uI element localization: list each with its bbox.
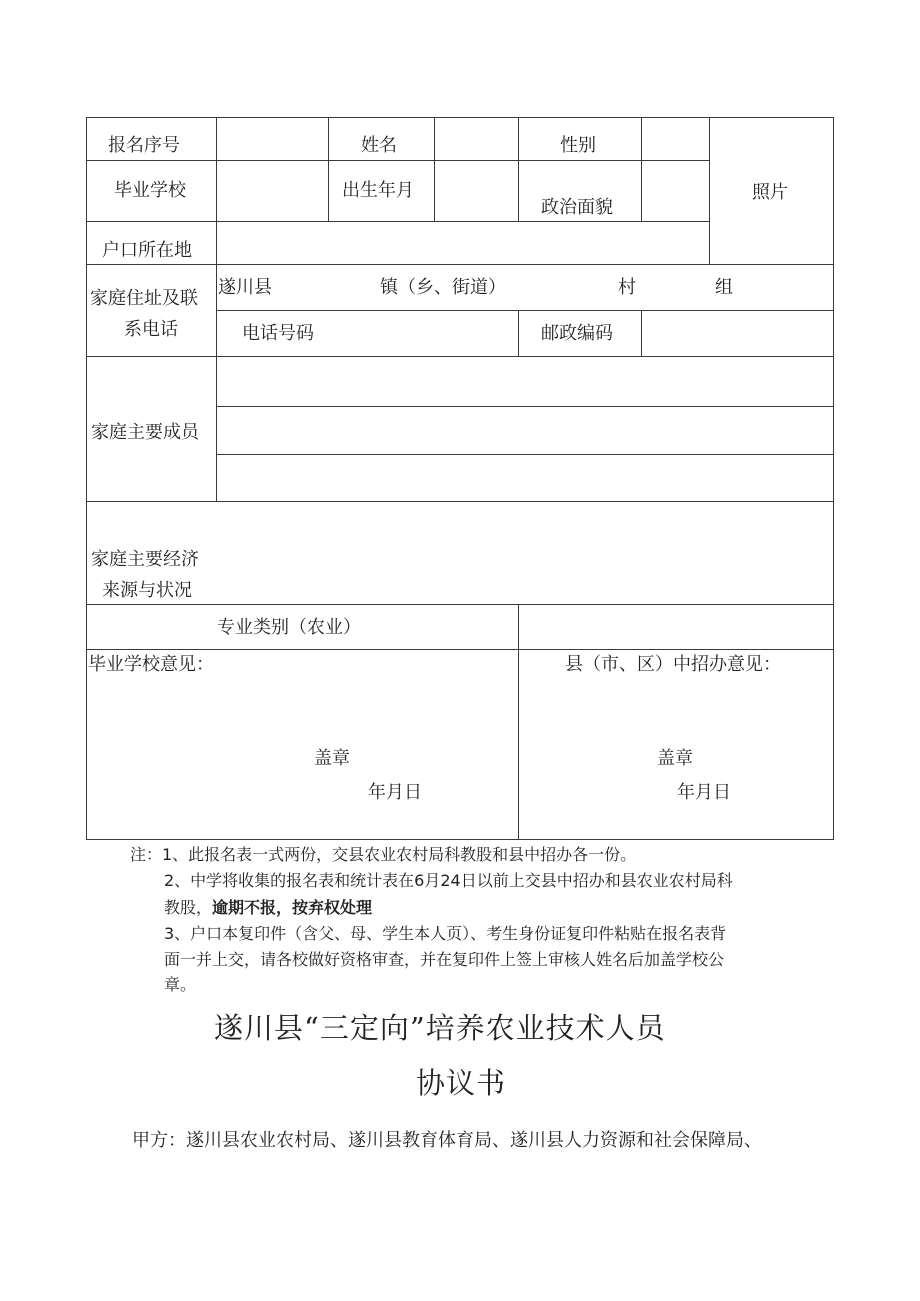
table-rule [216, 406, 834, 407]
table-rule [709, 117, 710, 265]
household-registration-field[interactable] [218, 223, 707, 263]
note-line-3 [164, 898, 372, 918]
home-address-label-line1: 家庭住址及联 [90, 288, 198, 309]
table-rule [641, 310, 642, 357]
table-rule [86, 604, 834, 605]
town-label: 镇（乡、街道） [380, 277, 506, 298]
graduated-school-field[interactable] [218, 162, 326, 220]
table-rule [86, 221, 710, 222]
family-member-row-2[interactable] [218, 408, 831, 453]
serial-no-label: 报名序号 [108, 135, 180, 156]
table-rule [86, 160, 710, 161]
name-label: 姓名 [361, 135, 397, 156]
table-border-left [86, 117, 87, 840]
county-office-opinion-label: 县（市、区）中招办意见： [565, 654, 781, 675]
home-address-label-line2: 系电话 [124, 319, 178, 340]
political-status-label: 政治面貌 [541, 197, 613, 218]
table-rule [641, 117, 642, 222]
phone-number-label: 电话号码 [242, 323, 314, 344]
note-line-2: 2、中学将收集的报名表和统计表在6月24日以前上交县中招办和县农业农村局科 [164, 871, 733, 890]
family-income-field[interactable] [218, 503, 831, 603]
note-line-1: 注：1、此报名表一式两份，交县农业农村局科教股和县中招办各一份。 [130, 845, 637, 864]
table-rule [86, 501, 834, 502]
phone-number-field[interactable] [330, 312, 516, 355]
major-category-label: 专业类别（农业） [217, 617, 361, 638]
seal-right-label: 盖章 [657, 748, 693, 769]
table-rule [518, 310, 519, 357]
table-rule [328, 117, 329, 222]
village-label: 村 [618, 277, 636, 298]
note-line-4: 3、户口本复印件（含父、母、学生本人页）、考生身份证复印件粘贴在报名表背 [164, 924, 727, 943]
seal-left-label: 盖章 [314, 748, 350, 769]
postal-code-field[interactable] [643, 312, 831, 355]
household-registration-label: 户口所在地 [102, 240, 192, 261]
gender-label: 性别 [560, 135, 596, 156]
table-rule [216, 454, 834, 455]
date-right-label: 年月日 [677, 782, 731, 803]
note-line-6: 章。 [164, 975, 197, 994]
table-border-top [86, 117, 834, 118]
photo-label: 照片 [752, 182, 788, 203]
table-rule [518, 604, 519, 840]
gender-field[interactable] [643, 119, 707, 159]
note-line-5: 面一并上交，请各校做好资格审查，并在复印件上签上审核人姓名后加盖学校公 [164, 950, 725, 969]
graduated-school-label: 毕业学校 [114, 180, 186, 201]
family-members-label: 家庭主要成员 [91, 422, 199, 443]
name-field[interactable] [436, 119, 516, 159]
birth-date-label: 出生年月 [342, 180, 414, 201]
agreement-title-line-1: 遂川县“三定向”培养农业技术人员 [214, 1011, 666, 1045]
table-rule [86, 356, 834, 357]
table-rule [216, 117, 217, 502]
serial-no-field[interactable] [218, 119, 326, 159]
party-a-line: 甲方：遂川县农业农村局、遂川县教育体育局、遂川县人力资源和社会保障局、 [132, 1130, 762, 1151]
school-opinion-label: 毕业学校意见： [88, 654, 214, 675]
date-left-label: 年月日 [368, 782, 422, 803]
county-label: 遂川县 [218, 277, 272, 298]
birth-date-field[interactable] [436, 162, 516, 220]
table-rule [86, 264, 834, 265]
major-category-field[interactable] [520, 606, 831, 648]
table-border-right [833, 117, 834, 840]
political-status-field[interactable] [643, 162, 707, 220]
table-rule [434, 117, 435, 222]
table-rule [518, 117, 519, 222]
table-rule [216, 310, 834, 311]
agreement-title-line-2: 协议书 [416, 1066, 507, 1100]
group-label: 组 [715, 277, 733, 298]
table-border-bottom [86, 839, 834, 840]
table-rule [86, 649, 834, 650]
family-income-label-line2: 来源与状况 [102, 580, 192, 601]
postal-code-label: 邮政编码 [541, 323, 613, 344]
note-line-3-text: 教股， [164, 898, 213, 917]
family-income-label-line1: 家庭主要经济 [91, 549, 199, 570]
family-member-row-1[interactable] [218, 358, 831, 405]
note-line-3-emphasis: 逾期不报，按弃权处理 [212, 898, 373, 917]
family-member-row-3[interactable] [218, 456, 831, 500]
